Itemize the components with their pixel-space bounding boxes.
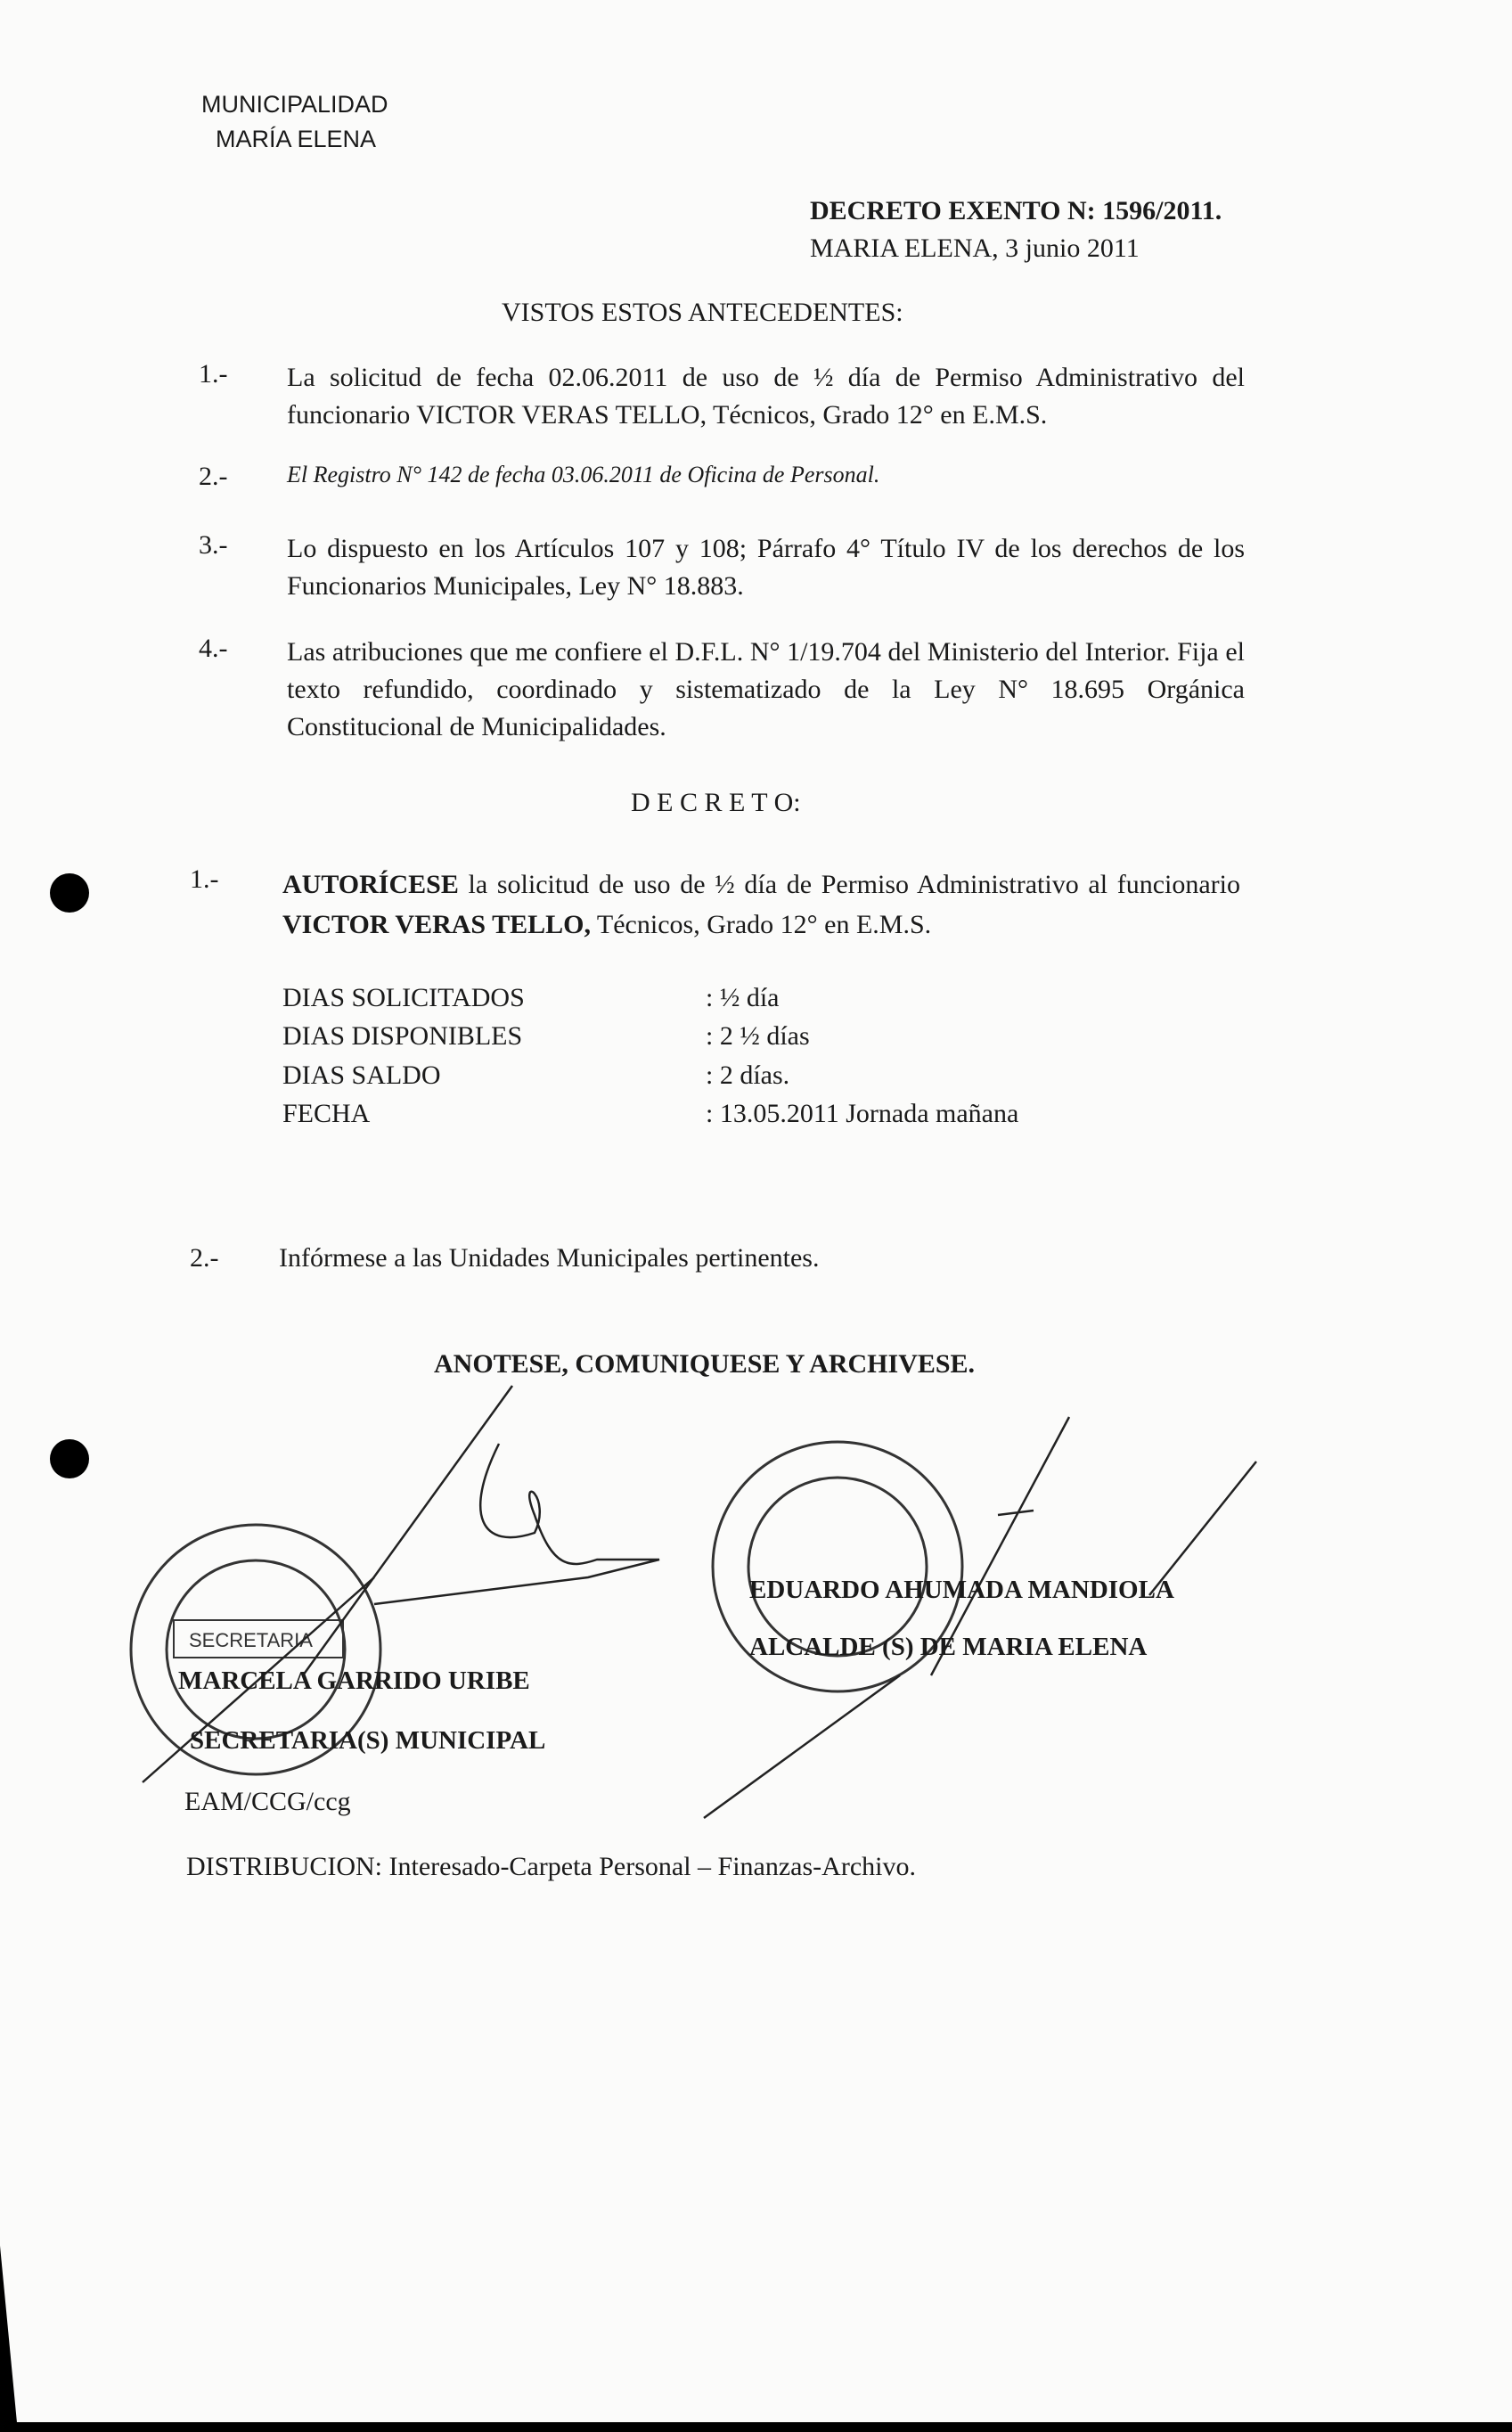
table-value: : 2 ½ días — [706, 1021, 810, 1051]
table-label: DIAS SALDO — [282, 1060, 441, 1090]
decree-number: DECRETO EXENTO N: 1596/2011. — [810, 196, 1222, 225]
scan-shadow — [0, 2246, 18, 2432]
table-value: : 13.05.2011 Jornada mañana — [706, 1099, 1019, 1128]
vistos-title: VISTOS ESTOS ANTECEDENTES: — [502, 298, 903, 327]
table-label: DIAS DISPONIBLES — [282, 1021, 523, 1051]
municipality-name: MUNICIPALIDAD — [201, 91, 388, 118]
vistos-item-text: Las atribuciones que me confiere el D.F.L. N° 1/19.704 del Ministerio del Interior. Fija el texto refundido, coordinado y sistematizado de la Ley N° 18.695 Orgánica Constitucional de Municipalidades. — [287, 637, 1245, 741]
table-label: FECHA — [282, 1099, 371, 1128]
table-value: : 2 días. — [706, 1060, 790, 1090]
decreto-item-body: la solicitud de uso de ½ día de Permiso Administrativo al funcionario — [458, 870, 1240, 899]
decree-place-date: MARIA ELENA, 3 junio 2011 — [810, 233, 1140, 263]
municipality-city: MARÍA ELENA — [216, 126, 377, 152]
initials: EAM/CCG/ccg — [184, 1787, 351, 1816]
vistos-item-num: 1.- — [199, 359, 228, 389]
employee-name: VICTOR VERAS TELLO, — [282, 910, 591, 939]
decreto-item-num: 2.- — [190, 1243, 219, 1273]
decreto-item-text: Infórmese a las Unidades Municipales pertinentes. — [279, 1243, 820, 1273]
decreto-item-body: Técnicos, Grado 12° en E.M.S. — [590, 910, 932, 939]
vistos-item-num: 2.- — [199, 462, 228, 491]
vistos-item-num: 4.- — [199, 634, 228, 663]
table-value: : ½ día — [706, 983, 780, 1012]
mayor-title: ALCALDE (S) DE MARIA ELENA — [749, 1633, 1148, 1661]
scan-shadow — [0, 2422, 1512, 2432]
decreto-item-num: 1.- — [190, 864, 219, 894]
vistos-item-text: El Registro N° 142 de fecha 03.06.2011 de Oficina de Personal. — [287, 462, 880, 487]
left-stamp-text: SECRETARIA — [189, 1629, 313, 1651]
secretary-name: MARCELA GARRIDO URIBE — [178, 1666, 530, 1695]
distribution: DISTRIBUCION: Interesado-Carpeta Personal – Finanzas-Archivo. — [186, 1852, 916, 1881]
closing-formula: ANOTESE, COMUNIQUESE Y ARCHIVESE. — [434, 1349, 976, 1379]
authorize-keyword: AUTORÍCESE — [282, 870, 459, 899]
mayor-name: EDUARDO AHUMADA MANDIOLA — [749, 1576, 1174, 1604]
table-label: DIAS SOLICITADOS — [282, 983, 525, 1012]
decreto-title: D E C R E T O: — [631, 788, 801, 817]
vistos-item-text: La solicitud de fecha 02.06.2011 de uso de ½ día de Permiso Administrativo del funcionario VICTOR VERAS TELLO, Técnicos, Grado 12° en E.M.S. — [287, 363, 1245, 430]
vistos-item-text: Lo dispuesto en los Artículos 107 y 108; Párrafo 4° Título IV de los derechos de los Funcionarios Municipales, Ley N° 18.883. — [287, 534, 1245, 601]
vistos-item-num: 3.- — [199, 530, 228, 560]
secretary-title: SECRETARIA(S) MUNICIPAL — [190, 1726, 546, 1755]
